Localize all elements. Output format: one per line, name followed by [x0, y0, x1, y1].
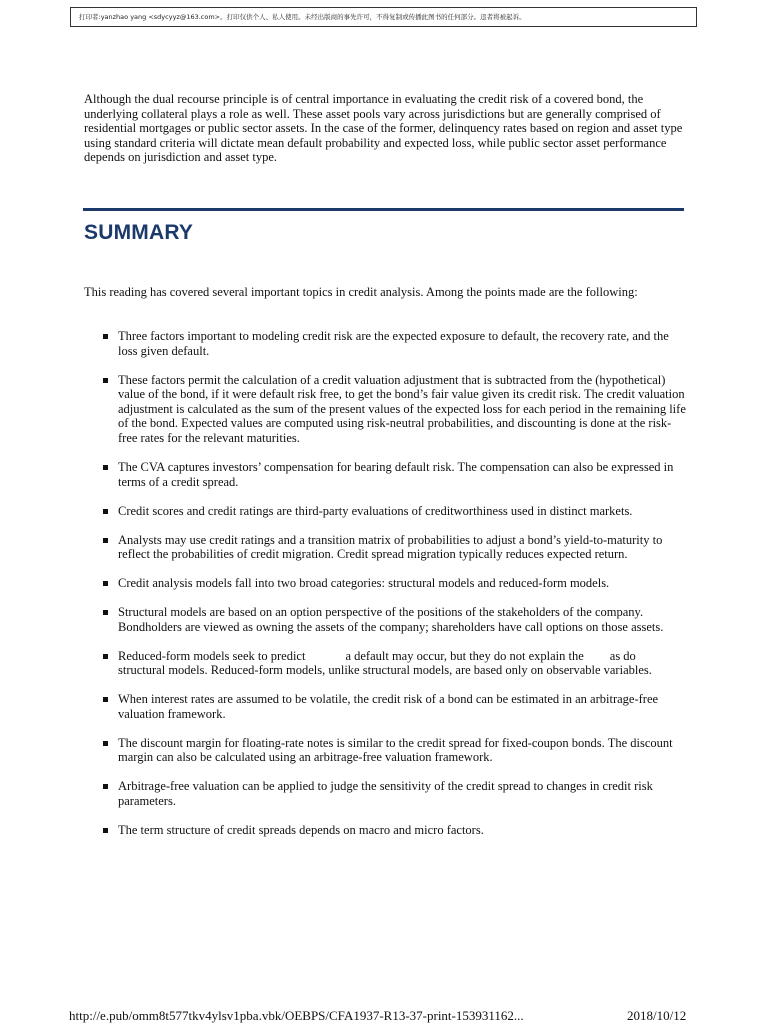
intro-paragraph: Although the dual recourse principle is of central importance in evaluating the credit risk of a covered bond, the underlying collateral plays a role as well. These asset pools vary across jurisdictions but are generally comprised of residential mortgages or public sector assets. In the case of the former, delinquency rates based on region and asset type using standard criteria will dictate mean default probability and expected loss, while public sector asset performance depends on jurisdiction and asset type.: [84, 92, 683, 165]
footer-date: 2018/10/12: [627, 1008, 687, 1023]
bullet-item: The term structure of credit spreads depends on macro and micro factors.: [84, 823, 686, 838]
watermark-text: 打印者:yanzhao yang <sdycyyz@163.com>。打印仅供个人、私人使用。未经出版商的事先许可，不得复制或传播此图书的任何部分。违者将被起诉。: [79, 13, 526, 21]
bullet-item: The CVA captures investors’ compensation for bearing default risk. The compensation can also be expressed in terms of a credit spread.: [84, 460, 686, 489]
bullet-item-reduced-form: [84, 649, 686, 678]
bullet-text-part1: Reduced-form models seek to predict: [118, 648, 306, 663]
bullet-item: Structural models are based on an option perspective of the positions of the stakeholders of the company. Bondholders are viewed as owning the assets of the company; shareholders have call options on those assets.: [84, 605, 686, 634]
section-divider: [83, 208, 684, 211]
bullet-item: The discount margin for floating-rate notes is similar to the credit spread for fixed-coupon bonds. The discount margin can also be calculated using an arbitrage-free valuation framework.: [84, 736, 686, 765]
bullet-item: Analysts may use credit ratings and a transition matrix of probabilities to adjust a bond’s yield-to-maturity to reflect the probabilities of credit migration. Credit spread migration typically reduces expected return.: [84, 533, 686, 562]
bullet-item: Three factors important to modeling credit risk are the expected exposure to default, the recovery rate, and the loss given default.: [84, 329, 686, 358]
bullet-item: Credit analysis models fall into two broad categories: structural models and reduced-form models.: [84, 576, 686, 591]
bullet-item: Arbitrage-free valuation can be applied to judge the sensitivity of the credit spread to changes in credit risk parameters.: [84, 779, 686, 808]
bullet-item: Credit scores and credit ratings are third-party evaluations of creditworthiness used in distinct markets.: [84, 504, 686, 519]
bullet-item: When interest rates are assumed to be volatile, the credit risk of a bond can be estimated in an arbitrage-free valuation framework.: [84, 692, 686, 721]
section-title: SUMMARY: [84, 221, 194, 244]
bullet-text-part2: a default may occur, but they do not explain the: [345, 648, 584, 663]
lead-paragraph: This reading has covered several important topics in credit analysis. Among the points made are the following:: [84, 285, 638, 299]
footer-url: http://e.pub/omm8t577tkv4ylsv1pba.vbk/OEBPS/CFA1937-R13-37-print-153931162...: [69, 1008, 524, 1023]
print-watermark-header: [70, 7, 697, 27]
bullet-item: These factors permit the calculation of a credit valuation adjustment that is subtracted from the (hypothetical) value of the bond, if it were default risk free, to get the bond’s fair value given its credit risk. The credit valuation adjustment is calculated as the sum of the present values of the expected loss for each period in the remaining life of the bond. Expected values are computed using risk-neutral probabilities, and discounting is done at the risk-free rates for the relevant maturities.: [84, 373, 686, 446]
summary-bullet-list: [84, 329, 686, 852]
bullet-text-part3: as do structural models. Reduced-form models, unlike structural models, are based only on observable variables.: [118, 648, 652, 678]
